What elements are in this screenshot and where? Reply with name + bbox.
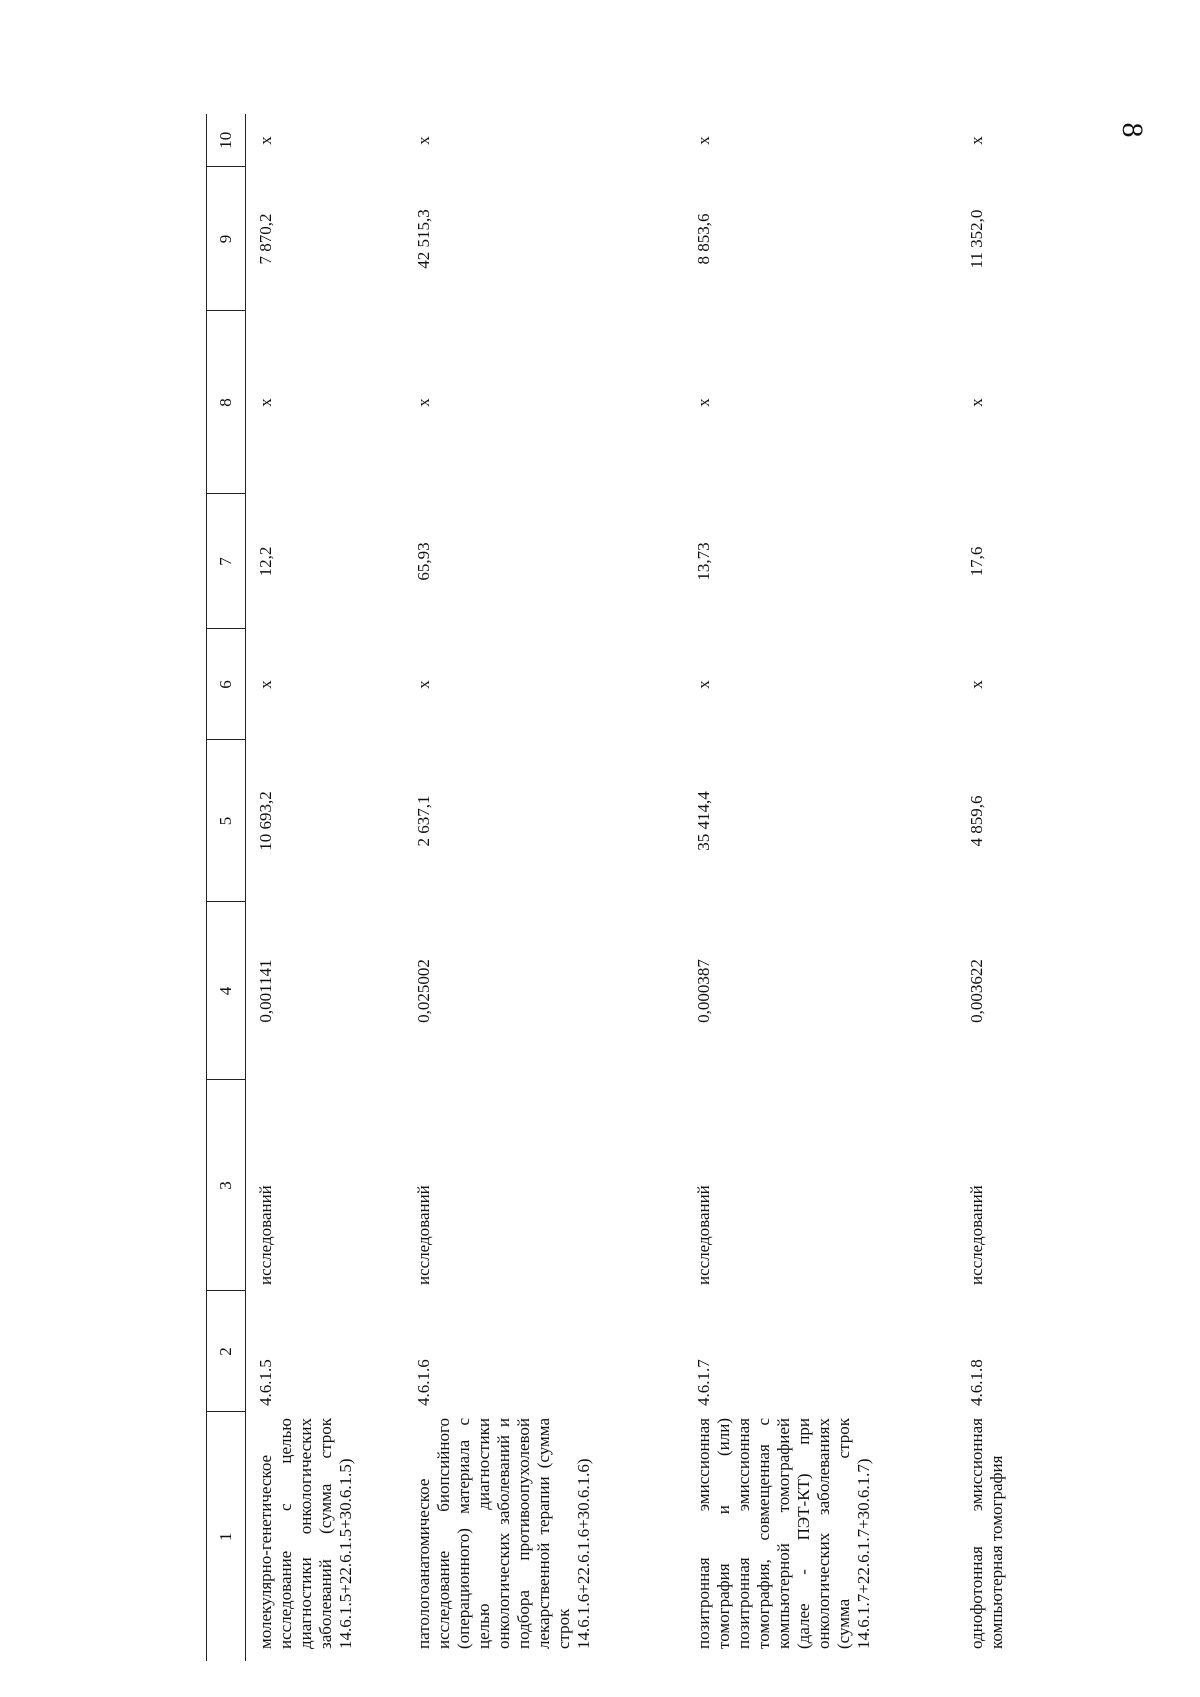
cell-col6: x [967,680,986,689]
table-row [404,114,684,1661]
cell-col5: 35 414,4 [694,791,713,851]
cell-col10: x [414,136,433,145]
row-code: 4.6.1.5 [256,1359,275,1406]
row-code: 4.6.1.8 [967,1359,986,1406]
cell-col7: 65,93 [414,542,433,581]
page-number: 8 [1116,122,1149,138]
column-header: 2 [207,1291,246,1412]
row-code: 4.6.1.7 [694,1359,713,1406]
cell-col10: x [256,136,275,145]
cell-col6: x [414,680,433,689]
cell-col5: 10 693,2 [256,791,275,851]
row-code: 4.6.1.6 [414,1359,433,1406]
cell-col9: 8 853,6 [694,213,713,265]
table-row [684,114,957,1661]
cell-col7: 12,2 [256,546,275,577]
cell-col6: x [694,680,713,689]
rotated-table-wrapper [206,114,1014,1661]
cell-col4: 0,025002 [414,959,433,1023]
column-header: 3 [207,1080,246,1291]
cell-col4: 0,001141 [256,959,275,1023]
column-header: 7 [207,494,246,629]
cell-col4: 0,000387 [694,959,713,1023]
cell-col5: 4 859,6 [967,795,986,847]
row-unit: исследований [967,1185,986,1285]
cell-col8: x [967,398,986,407]
cell-col9: 11 352,0 [967,209,986,269]
header-row [207,114,246,1661]
row-description: однофотонная эмиссионная компьютерная томография [967,1418,1006,1649]
cell-col7: 13,73 [694,542,713,581]
cell-col4: 0,003622 [967,959,986,1023]
data-table [206,114,1065,1661]
row-description: молекулярно-генетическое исследование с целью диагностики онкологических заболеваний (сумма строк 14.6.1.5+22.6.1.5+30.6.1.5) [256,1418,355,1649]
row-unit: исследований [256,1185,275,1285]
cell-col8: x [256,398,275,407]
table-row [246,114,405,1661]
cell-col5: 2 637,1 [414,795,433,847]
column-header: 4 [207,902,246,1080]
column-header: 6 [207,629,246,740]
row-unit: исследований [414,1185,433,1285]
column-header: 8 [207,311,246,494]
column-header: 10 [207,114,246,167]
cell-col10: x [694,136,713,145]
cell-col6: x [256,680,275,689]
row-description: позитронная эмиссионная томография и (или) позитронная эмиссионная томография, совмещенная с компьютерной томографией (далее - ПЭТ-КТ) при онкологических заболеваниях (сумма строк 14.6.1.7+22.6.1.7+30.6.1.7) [694,1418,873,1649]
cell-col9: 42 515,3 [414,209,433,269]
cell-col8: x [414,398,433,407]
cell-col9: 7 870,2 [256,213,275,265]
column-header: 1 [207,1412,246,1661]
table-row [957,114,1065,1661]
row-description: патологоанатомическое исследование биопсийного (операционного) материала с целью диагностики онкологических заболеваний и подбора противоопухолевой лекарственной терапии (сумма строк 14.6.1.6+22.6.1.6+30.6.1.6) [414,1418,593,1649]
cell-col10: x [967,136,986,145]
cell-col8: x [694,398,713,407]
column-header: 9 [207,167,246,311]
row-unit: исследований [694,1185,713,1285]
cell-col7: 17,6 [967,546,986,577]
column-header: 5 [207,740,246,902]
